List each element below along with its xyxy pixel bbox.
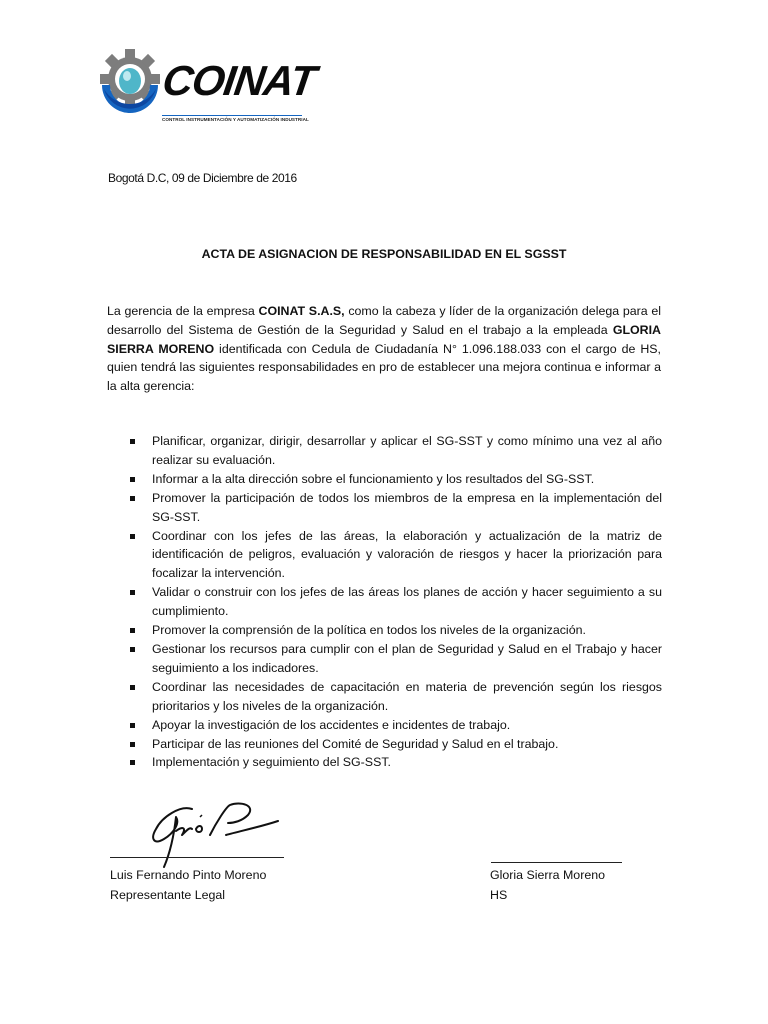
- list-item: Planificar, organizar, dirigir, desarrollar y aplicar el SG-SST y como mínimo una vez al año realizar su evaluación.: [130, 432, 662, 470]
- bullet-icon: [130, 742, 135, 747]
- list-item: Gestionar los recursos para cumplir con el plan de Seguridad y Salud en el Trabajo y hacer seguimiento a los indicadores.: [130, 640, 662, 678]
- bullet-icon: [130, 439, 135, 444]
- signer-role-left: Representante Legal: [110, 888, 226, 902]
- signature-block-left: [110, 865, 266, 905]
- employee-name: GLORIA SIERRA MORENO: [107, 322, 661, 356]
- list-item: Validar o construir con los jefes de las áreas los planes de acción y hacer seguimiento a su cumplimiento.: [130, 583, 662, 621]
- handwritten-signature: [140, 795, 290, 875]
- list-item: Informar a la alta dirección sobre el funcionamiento y los resultados del SG-SST.: [130, 470, 662, 489]
- bullet-icon: [130, 628, 135, 633]
- logo-wordmark: COINAT: [159, 57, 319, 104]
- gear-globe-icon: [100, 45, 170, 135]
- signature-block-right: [490, 865, 605, 905]
- bullet-icon: [130, 496, 135, 501]
- list-item: Coordinar con los jefes de las áreas, la elaboración y actualización de la matriz de identificación de peligros, evaluación y valoración de riesgos y hacer la priorización para focalizar la intervención.: [130, 527, 662, 584]
- signer-name-left: Luis Fernando Pinto Moreno: [110, 868, 267, 882]
- intro-text-3: identificada con Cedula de Ciudadanía N° 1.096.188.033 con el cargo de HS, quien tendrá las siguientes responsabilidades en pro de establecer una mejora continua e informar a la alta gerencia:: [107, 341, 661, 394]
- bullet-icon: [130, 760, 135, 765]
- intro-text-2: como la cabeza y líder de la organización delega para el desarrollo del Sistema de Gestión de la Seguridad y Salud en el trabajo a la empleada: [107, 304, 661, 337]
- intro-paragraph: [107, 302, 661, 396]
- list-item: Promover la comprensión de la política en todos los niveles de la organización.: [130, 621, 662, 640]
- bullet-icon: [130, 685, 135, 690]
- list-item: Promover la participación de todos los miembros de la empresa en la implementación del SG-SST.: [130, 489, 662, 527]
- bullet-icon: [130, 534, 135, 539]
- list-item: Apoyar la investigación de los accidentes e incidentes de trabajo.: [130, 716, 662, 735]
- document-date: Bogotá D.C, 09 de Diciembre de 2016: [108, 171, 297, 185]
- responsibilities-list: [130, 432, 662, 772]
- signature-line-right: [491, 862, 622, 863]
- company-name: COINAT S.A.S,: [258, 304, 345, 318]
- list-item: Implementación y seguimiento del SG-SST.: [130, 753, 662, 772]
- signature-line-left: [110, 857, 284, 858]
- intro-text-1: La gerencia de la empresa: [107, 304, 259, 318]
- bullet-icon: [130, 477, 135, 482]
- document-title: ACTA DE ASIGNACION DE RESPONSABILIDAD EN EL SGSST: [201, 247, 567, 261]
- bullet-icon: [130, 590, 135, 595]
- list-item: Coordinar las necesidades de capacitación en materia de prevención según los riesgos prioritarios y los niveles de la organización.: [130, 678, 662, 716]
- logo-subtitle: CONTROL INSTRUMENTACIÓN Y AUTOMATIZACIÓN INDUSTRIAL: [162, 117, 309, 122]
- list-item: Participar de las reuniones del Comité de Seguridad y Salud en el trabajo.: [130, 735, 662, 754]
- company-logo: [100, 45, 319, 135]
- bullet-icon: [130, 723, 135, 728]
- signer-name-right: Gloria Sierra Moreno: [490, 868, 606, 882]
- signer-role-right: HS: [490, 888, 508, 902]
- bullet-icon: [130, 647, 135, 652]
